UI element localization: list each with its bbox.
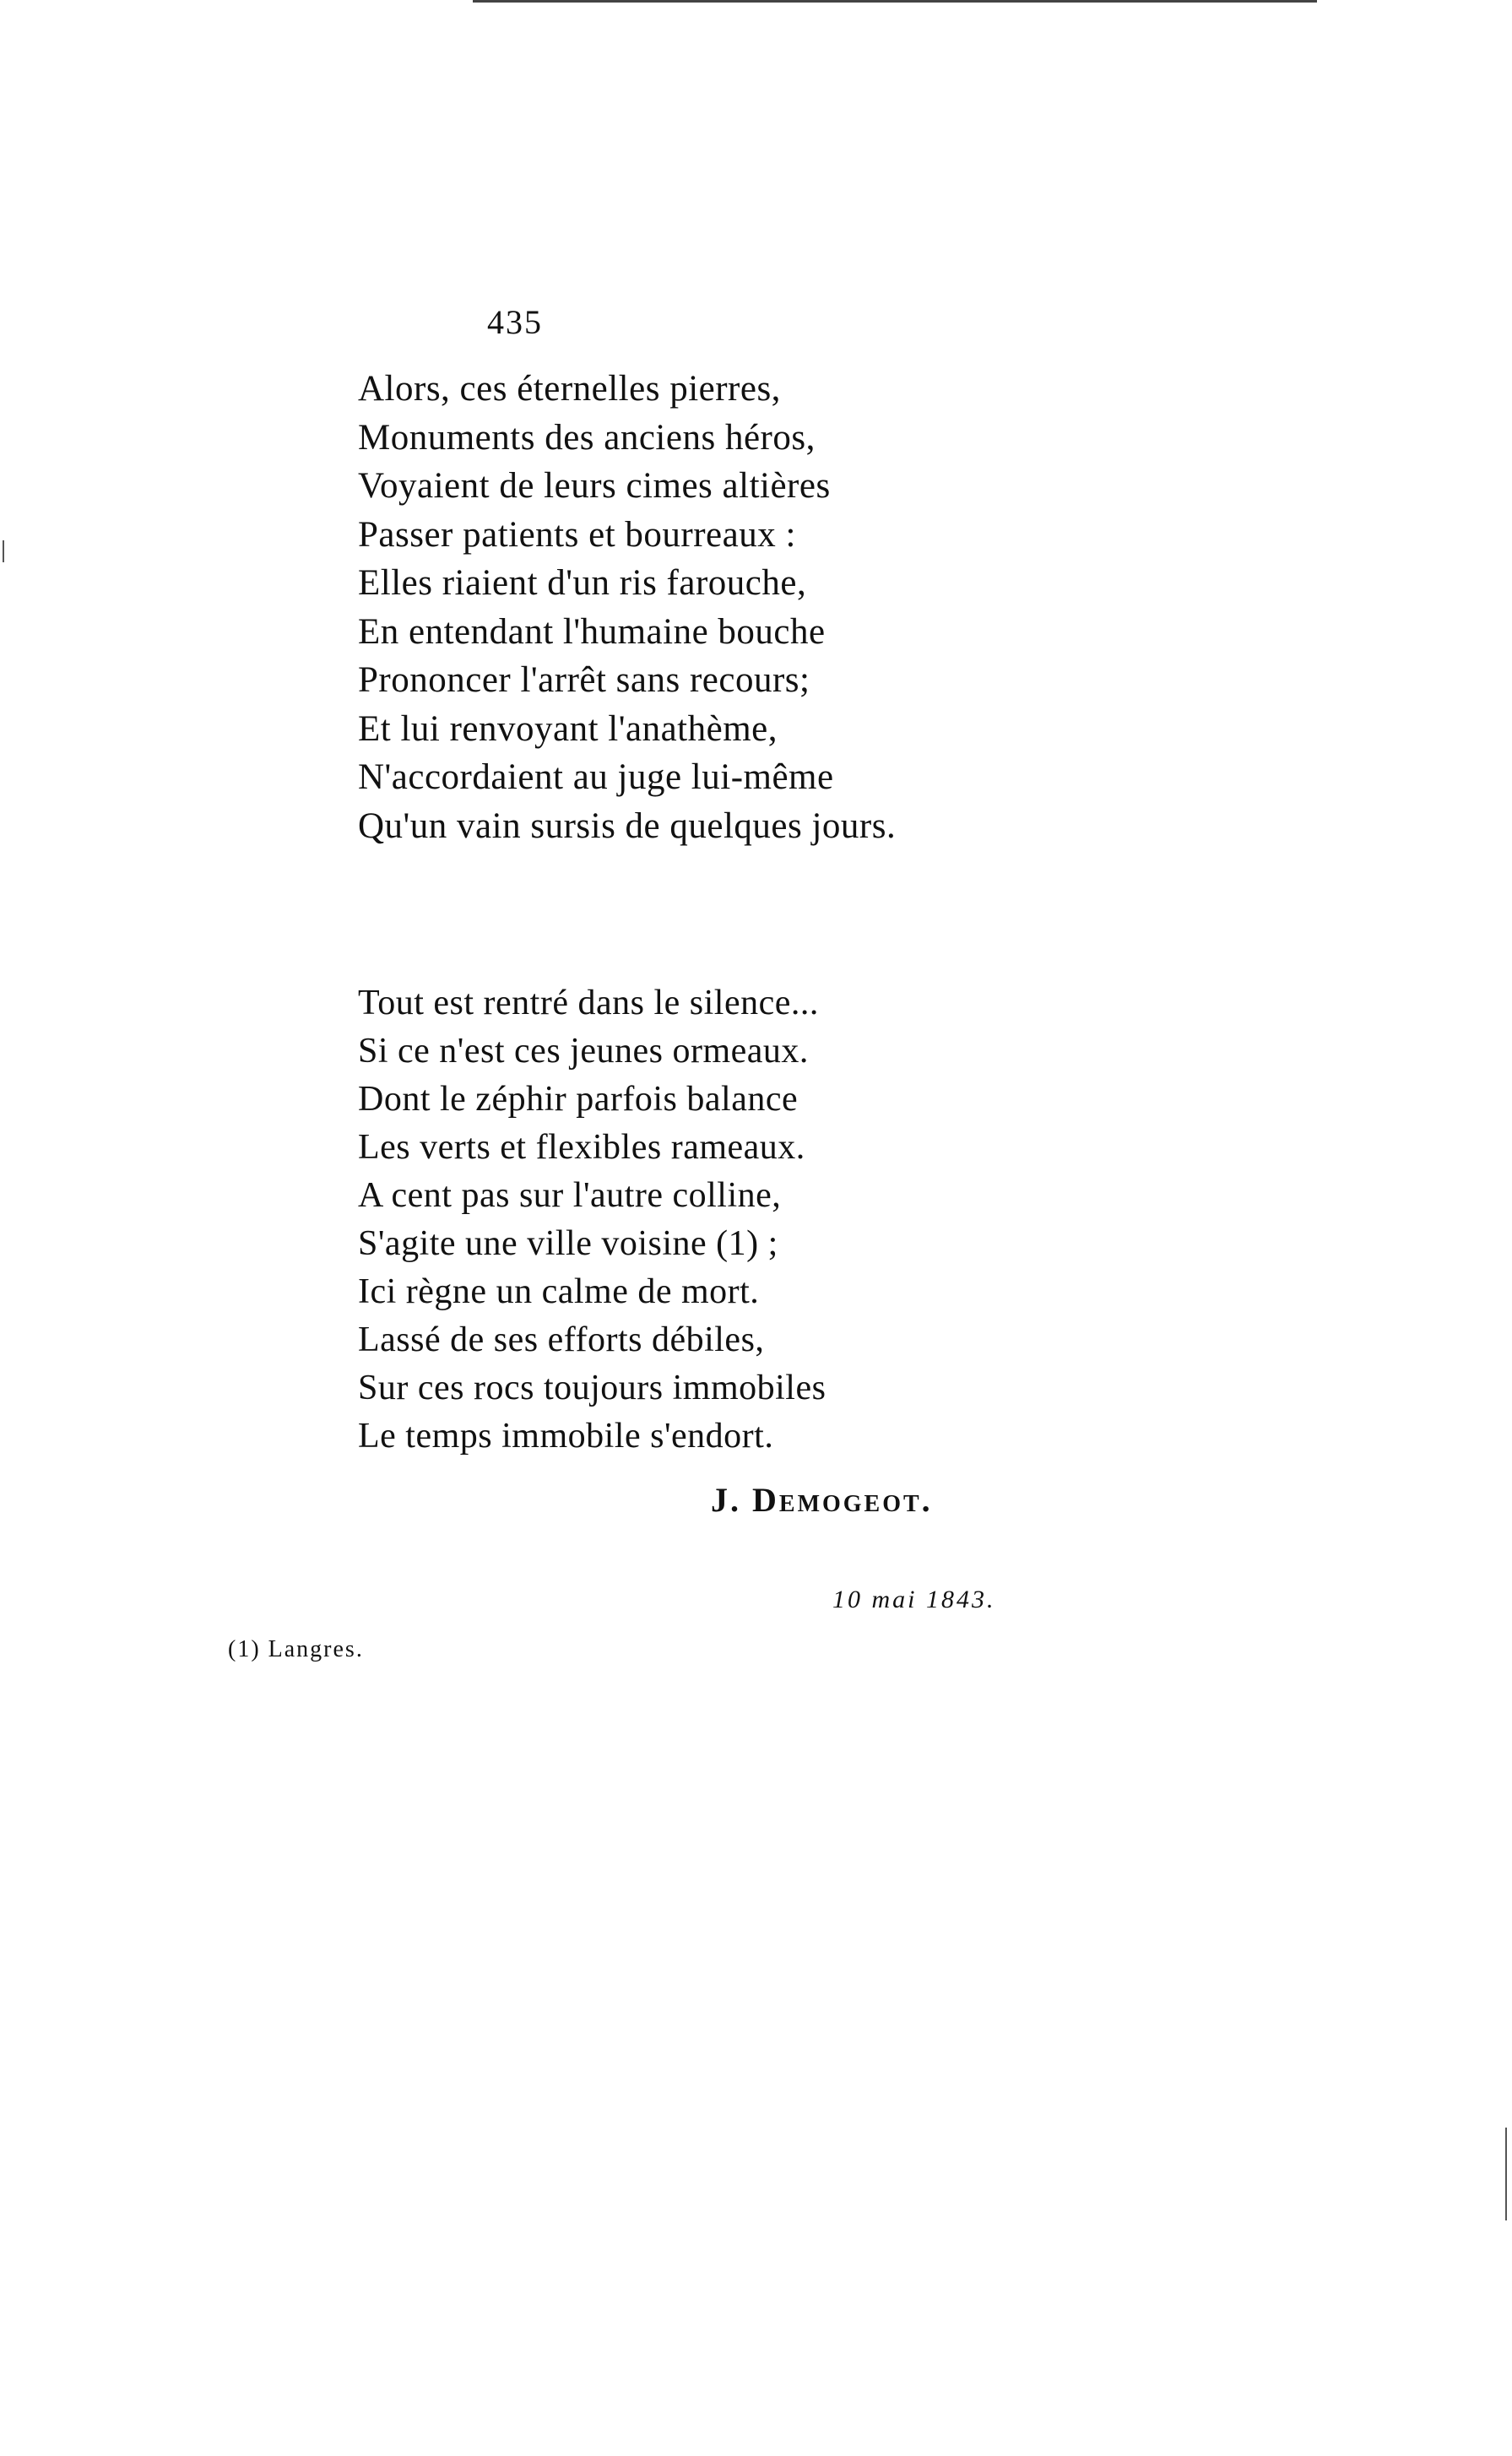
- verse-line: Les verts et flexibles rameaux.: [358, 1128, 805, 1167]
- page-number: 435: [487, 303, 543, 341]
- author-initial: J.: [711, 1481, 741, 1519]
- verse-line: Elles riaient d'un ris farouche,: [358, 563, 807, 603]
- verse-line: Passer patients et bourreaux :: [358, 514, 796, 555]
- verse-line: S'agite une ville voisine (1) ;: [358, 1224, 778, 1263]
- verse-line: Lassé de ses efforts débiles,: [358, 1320, 765, 1359]
- verse-line: Prononcer l'arrêt sans recours;: [358, 660, 810, 700]
- verse-line: Monuments des anciens héros,: [358, 417, 816, 458]
- verse-line: Voyaient de leurs cimes altières: [358, 466, 831, 506]
- verse-line: Tout est rentré dans le silence...: [358, 984, 819, 1022]
- verse-line: A cent pas sur l'autre colline,: [358, 1176, 782, 1215]
- verse-line: Ici règne un calme de mort.: [358, 1272, 760, 1311]
- verse-line: Dont le zéphir parfois balance: [358, 1080, 799, 1119]
- verse-line: Le temps immobile s'endort.: [358, 1417, 774, 1456]
- margin-mark: [1505, 2128, 1507, 2220]
- verse-line: Sur ces rocs toujours immobiles: [358, 1369, 826, 1407]
- poem-date: 10 mai 1843.: [832, 1586, 996, 1613]
- footnote: (1) Langres.: [228, 1636, 364, 1662]
- verse-line: Et lui renvoyant l'anathème,: [358, 708, 778, 749]
- author-surname: Demogeot.: [752, 1481, 933, 1519]
- stanza-1: [358, 365, 896, 850]
- stanza-2: [358, 979, 826, 1461]
- author-signature: [711, 1480, 933, 1520]
- verse-line: Qu'un vain sursis de quelques jours.: [358, 805, 897, 846]
- verse-line: En entendant l'humaine bouche: [358, 611, 826, 652]
- verse-line: Si ce n'est ces jeunes ormeaux.: [358, 1032, 809, 1071]
- verse-line: Alors, ces éternelles pierres,: [358, 369, 781, 409]
- top-rule: [473, 0, 1317, 3]
- margin-mark: [3, 540, 4, 562]
- verse-line: N'accordaient au juge lui-même: [358, 757, 834, 797]
